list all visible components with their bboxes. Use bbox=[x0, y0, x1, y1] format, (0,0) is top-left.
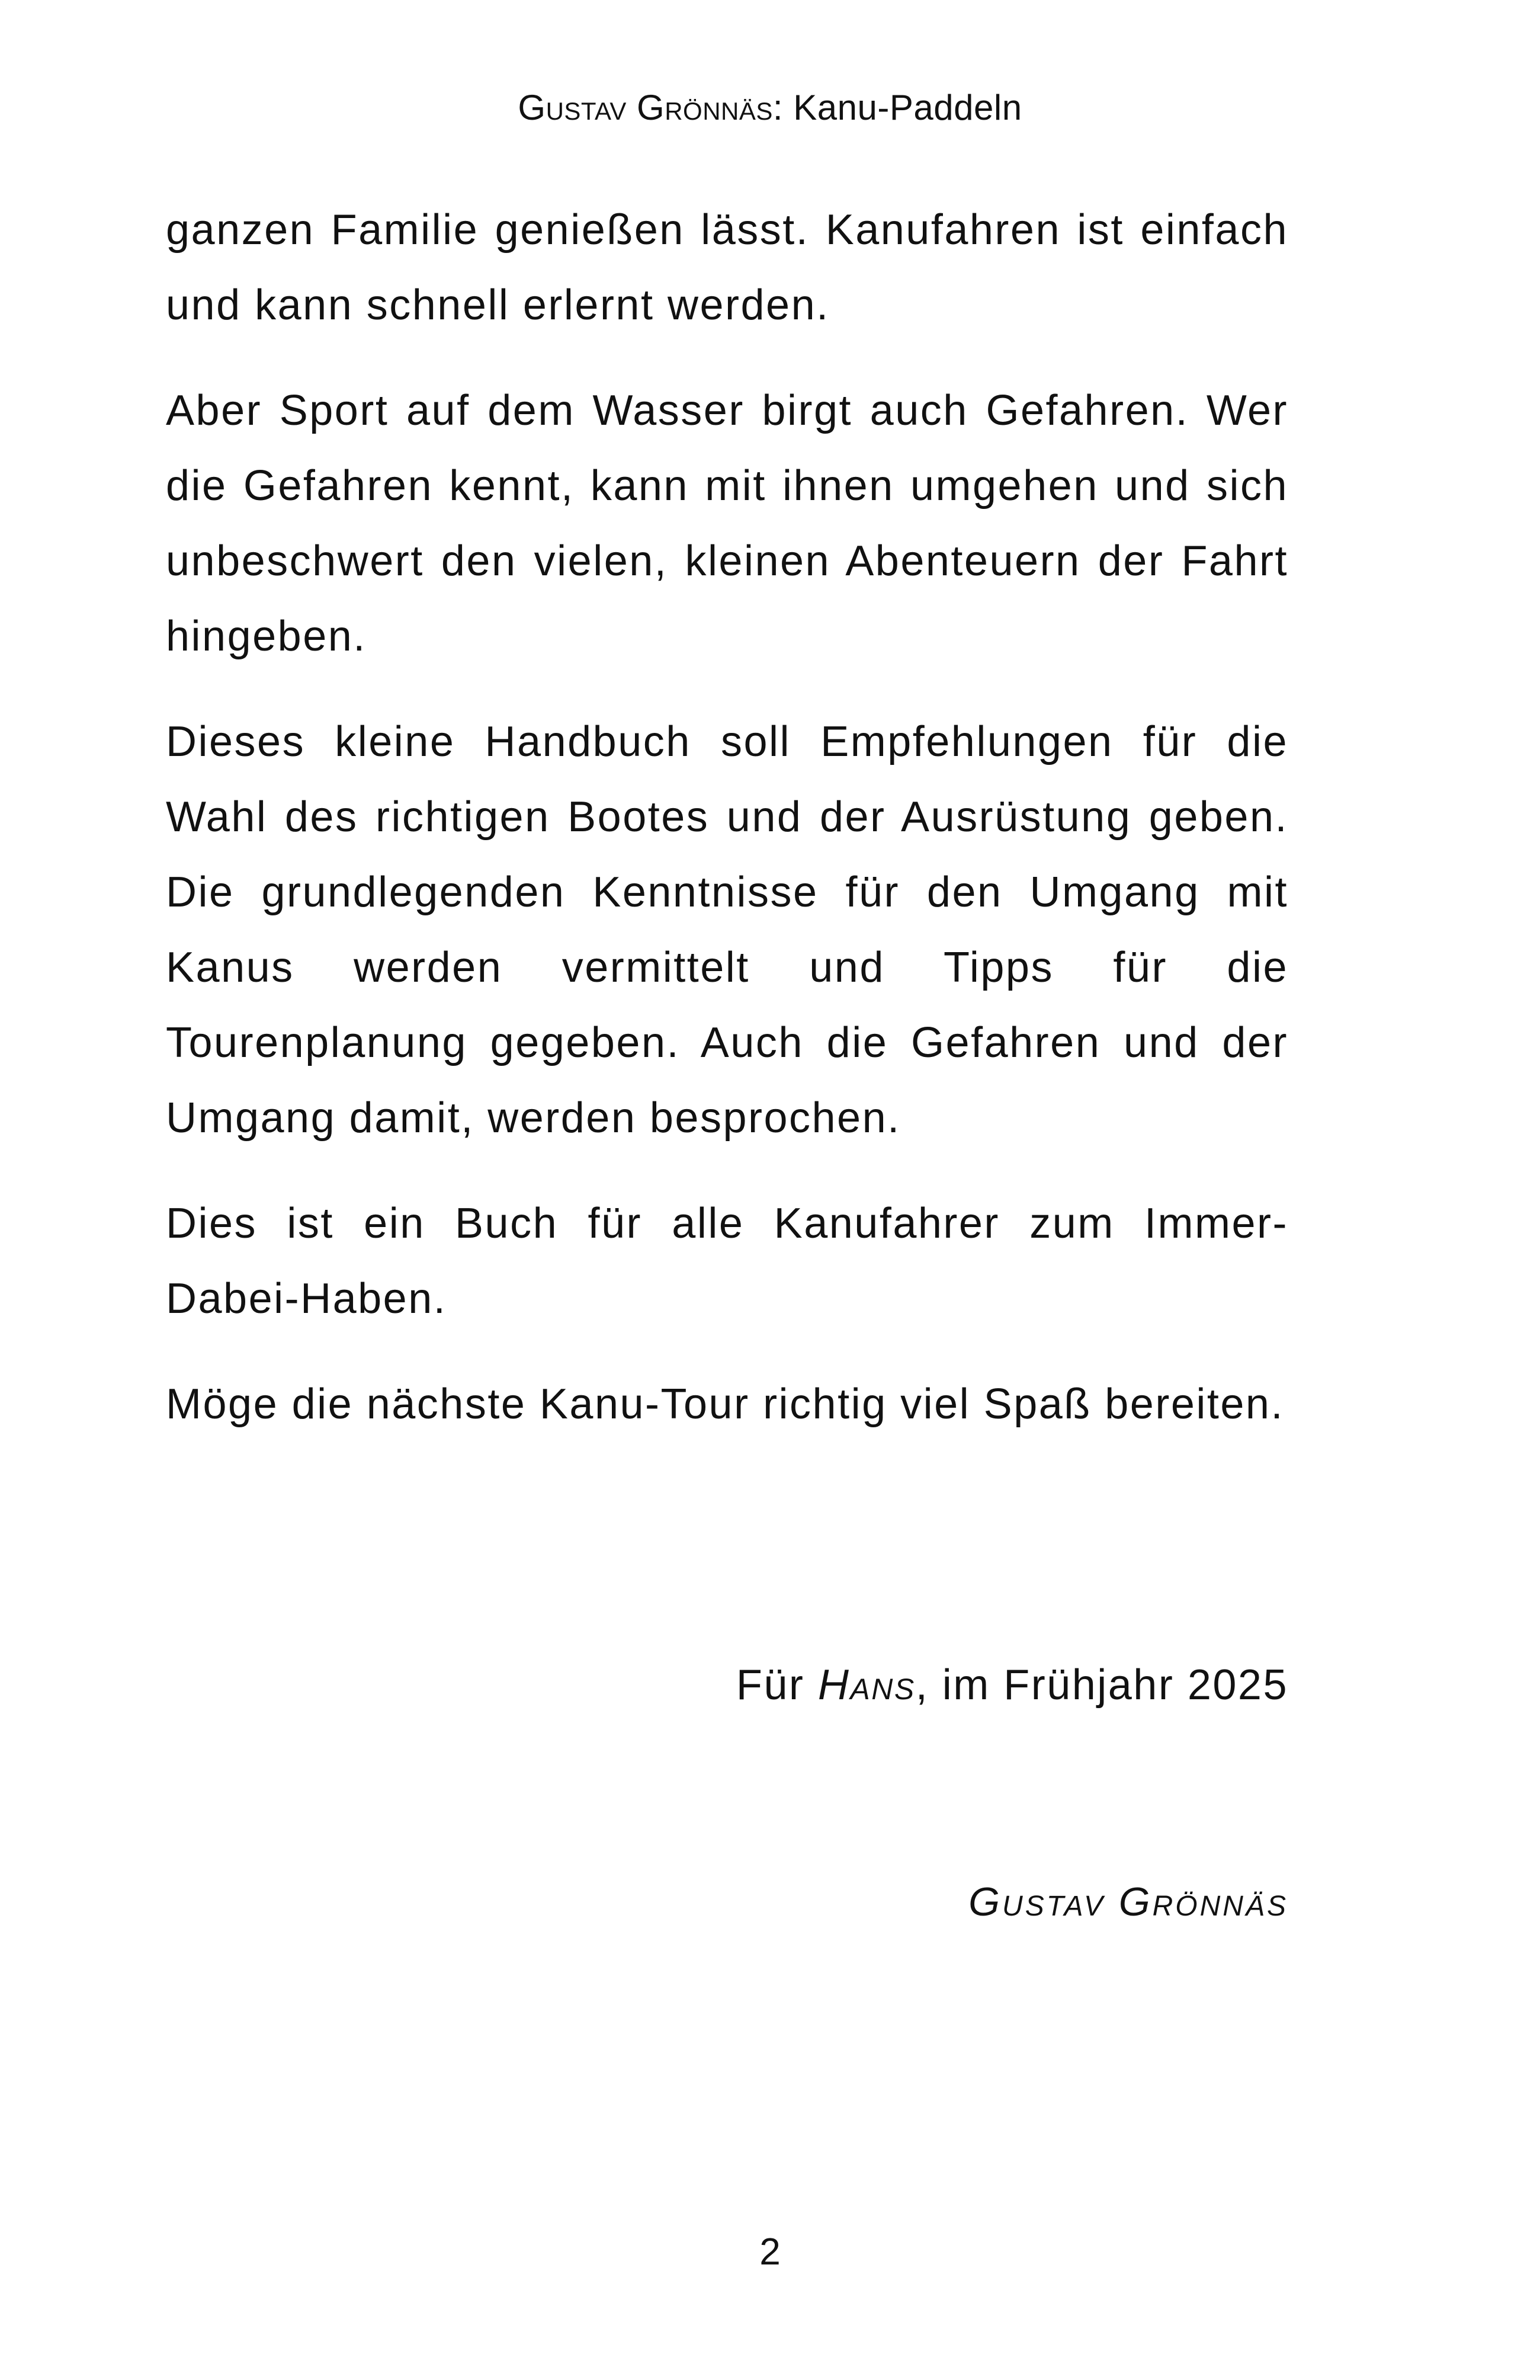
header-author: Gustav Grönnäs bbox=[518, 88, 773, 127]
header-separator: : bbox=[772, 88, 784, 127]
author-signature: Gustav Grönnäs bbox=[968, 1879, 1288, 1924]
paragraph-2: Aber Sport auf dem Wasser birgt auch Gefahren. Wer die Gefahren kennt, kann mit ihnen umgehen und sich unbeschwert den vielen, kleinen Abenteuern der Fahrt hingeben. bbox=[166, 387, 1288, 660]
running-header bbox=[0, 84, 1540, 132]
paragraph-3: Dieses kleine Handbuch soll Empfehlungen für die Wahl des richtigen Bootes und der Ausrüstung geben. Die grundlegenden Kenntnisse für den Umgang mit Kanus werden vermittelt und Tipps für die Tourenplanung gegeben. Auch die Gefahren und der Umgang damit, werden besprochen. bbox=[166, 718, 1288, 1142]
paragraph-1: ganzen Familie genießen lässt. Kanufahren ist einfach und kann schnell erlernt werden. bbox=[166, 206, 1288, 329]
paragraph-5: Möge die nächste Kanu-Tour richtig viel Spaß bereiten. bbox=[166, 1380, 1284, 1428]
main-text bbox=[166, 193, 1288, 1472]
dedication-suffix: , im Frühjahr 2025 bbox=[915, 1661, 1288, 1709]
dedication-name: Hans bbox=[817, 1661, 916, 1709]
header-title: Kanu-Paddeln bbox=[793, 88, 1022, 127]
paragraph-4: Dies ist ein Buch für alle Kanufahrer zum Immer-Dabei-Haben. bbox=[166, 1200, 1288, 1322]
dedication bbox=[166, 1649, 1288, 1721]
dedication-prefix: Für bbox=[736, 1661, 818, 1709]
page-number: 2 bbox=[759, 2230, 781, 2273]
